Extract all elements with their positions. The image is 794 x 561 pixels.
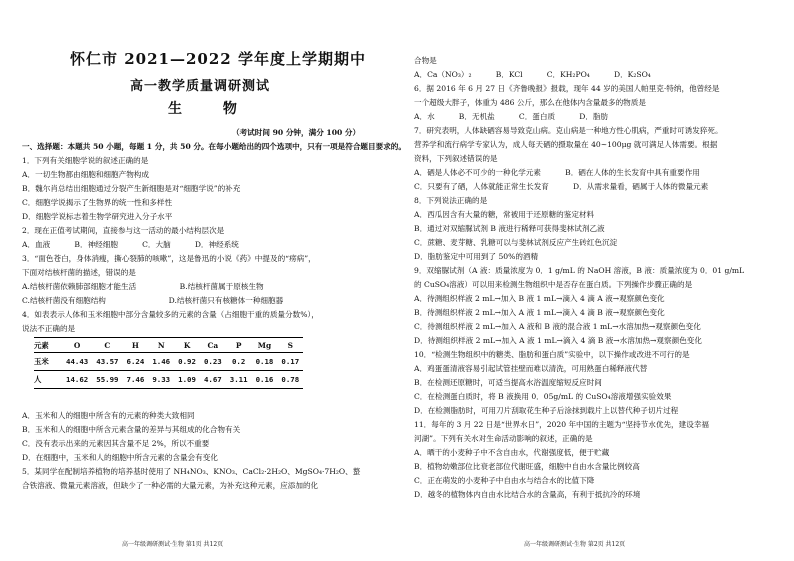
question-line: 河湖”。下列有关水对生命活动影响的叙述，正确的是	[414, 434, 593, 443]
table-cell: 0.23	[200, 353, 226, 371]
table-row	[34, 353, 303, 371]
table-cell: 44.43	[62, 353, 92, 371]
question-line: A．水 B．无机盐 C．蛋白质 D．脂肪	[414, 112, 609, 121]
table-cell: 1.46	[148, 353, 174, 371]
question-line: 合物是	[414, 56, 437, 65]
table-header-cell: C	[92, 338, 122, 353]
question-line: 11．每年的 3 月 22 日是“世界水日”，2020 年中国的主题为“坚持节水优先，建设幸福	[414, 420, 710, 429]
left-page	[22, 0, 406, 561]
table-header-cell: O	[62, 338, 92, 353]
question-line: C．只要有了硒，人体就能正常生长发育 D．从需求量看，硒属于人体的微量元素	[414, 182, 709, 191]
question-line: 营养学和流行病学专家认为，成人每天硒的摄取量在 40~100μg 就可满足人体需要。根据	[414, 140, 718, 149]
table-cell: 9.33	[152, 375, 171, 384]
table-header-label: 元素	[34, 338, 62, 353]
question-line: C．在检测蛋白质时，将 B 液换用 0．05g/mL 的 CuSO₄溶液增强实验效果	[414, 392, 672, 401]
question-line: 1．下列有关细胞学说的叙述正确的是	[22, 156, 149, 165]
question-line: B．玉米和人的细胞中所含元素含量的差异与其组成的化合物有关	[22, 425, 241, 434]
question-line: A．待测组织样液 2 mL→加入 B 液 1 mL→滴入 4 滴 A 液→观察颜色变化	[414, 294, 665, 303]
table-header-cell: Ca	[200, 338, 226, 353]
question-line: 6．据 2016 年 6 月 27 日《齐鲁晚报》报载，现年 44 岁的美国人帕里克·特纳，他曾经是	[414, 84, 720, 93]
page-footer-right: 高一年级调研测试·生物 第2页 共12页	[524, 541, 626, 548]
question-line: 3．“面色苍白，身体消瘦，撕心裂肺的咳嗽”，这是鲁迅的小说《药》中提及的“痨病”，	[22, 254, 316, 263]
table-cell: 1.09	[178, 375, 196, 384]
table-header-cell: Mg	[252, 338, 278, 353]
question-line: C.结核杆菌没有细胞结构 D.结核杆菌只有核糖体一种细胞器	[22, 296, 284, 305]
element-content-table	[34, 337, 303, 389]
table-cell: 0.18	[252, 353, 278, 371]
table-cell: 7.46	[126, 375, 145, 384]
row-label: 玉米	[34, 353, 62, 371]
question-line: A．西瓜因含有大量的糖，常被用于还原糖的鉴定材料	[414, 210, 595, 219]
question-line: 说法不正确的是	[22, 324, 76, 333]
table-cell: 0.78	[281, 375, 300, 384]
table-cell: 0.92	[174, 353, 200, 371]
question-line: B．通过对双缩脲试剂 B 液进行稀释可获得斐林试剂乙液	[414, 224, 605, 233]
right-page	[414, 0, 784, 561]
table-cell: 0.2	[226, 353, 252, 371]
question-line: 8．下列说法正确的是	[414, 196, 488, 205]
question-line: A．玉米和人的细胞中所含有的元素的种类大致相同	[22, 411, 195, 420]
question-line: C．正在萌发的小麦种子中自由水与结合水的比值下降	[414, 476, 595, 485]
exam-subtitle: 高一教学质量调研测试	[130, 79, 271, 94]
table-header-cell: S	[277, 338, 303, 353]
question-line: C．细胞学说揭示了生物界的统一性和多样性	[22, 198, 173, 207]
question-line: D．在细胞中，玉米和人的细胞中所含元素的含量会有变化	[22, 453, 218, 462]
question-line: 5．某同学在配制培养植物的培养基时使用了 NH₄NO₃、KNO₃、CaCl₂·2H₂O、MgSO₄·7H₂O、螯	[22, 467, 361, 476]
question-line: B．在检测还原糖时，可适当提高水浴温度缩短反应时间	[414, 378, 602, 387]
subject-title: 生 物	[168, 101, 255, 117]
question-line: A．血液 B．神经细胞 C．大脑 D．神经系统	[22, 240, 239, 249]
question-line: 合铁溶液、微量元素溶液，但缺少了一种必需的大量元素，为补充这种元素，应添加的化	[22, 481, 319, 490]
question-line: D．越冬的植物体内自由水比结合水的含量高，有利于抵抗冷的环境	[414, 490, 641, 499]
question-line: 10．“检测生物组织中的糖类、脂肪和蛋白质”实验中，以下操作或改进不可行的是	[414, 350, 690, 359]
table-header-cell: K	[174, 338, 200, 353]
question-line: A．一切生物都由细胞和细胞产物构成	[22, 170, 149, 179]
exam-title: 怀仁市 2021—2022 学年度上学期期中	[70, 50, 366, 68]
question-line: D．脂肪鉴定中可用到了 50%的酒精	[414, 252, 539, 261]
question-line: B．魏尔肖总结出细胞通过分裂产生新细胞是对“细胞学说”的补充	[22, 184, 241, 193]
row-label: 人	[34, 375, 42, 384]
question-line: C．蔗糖、麦芽糖、乳糖可以与斐林试剂反应产生砖红色沉淀	[414, 238, 618, 247]
question-line: 一个超级大胖子，体重为 486 公斤，那么在他体内含量最多的物质是	[414, 98, 646, 107]
question-line: B．植物幼嫩部位比衰老部位代谢旺盛，细胞中自由水含量比例较高	[414, 462, 640, 471]
table-header-cell: P	[226, 338, 252, 353]
table-cell: 55.99	[96, 375, 119, 384]
question-line: C．没有表示出来的元素因其含量不足 2%，所以不重要	[22, 439, 210, 448]
question-line: D．待测组织样液 2 mL→加入 A 液 1 mL→滴入 4 滴 B 液→水溶加热→观察颜色变化	[414, 336, 702, 345]
question-line: 2．现在正值考试期间，直接参与这一活动的最小结构层次是	[22, 226, 225, 235]
table-header-cell: H	[123, 338, 149, 353]
question-line: 9．双缩脲试剂（A 液：质量浓度为 0．1 g/mL 的 NaOH 溶液，B 液：质量浓度为 0．01 g/mL	[414, 266, 745, 275]
table-cell: 4.67	[203, 375, 222, 384]
section-heading: 一、选择题：本题共 50 小题，每题 1 分，共 50 分。在每小题给出的四个选项中，只有一项是符合题目要求的。	[22, 142, 406, 151]
page-footer-left: 高一年级调研测试·生物 第1页 共12页	[122, 541, 224, 548]
question-line: 资料，下列叙述错误的是	[414, 154, 498, 163]
question-line: A．晒干的小麦种子中不含自由水，代谢强度低，便于贮藏	[414, 448, 610, 457]
question-line: D．细胞学说标志着生物学研究进入分子水平	[22, 212, 173, 221]
table-header-row	[34, 338, 303, 353]
exam-info: （考试时间 90 分钟，满分 100 分）	[232, 128, 361, 137]
table-cell: 0.17	[277, 353, 303, 371]
question-line: 4．如表表示人体和玉米细胞中部分含量较多的元素的含量（占细胞干重的质量分数%），	[22, 310, 319, 319]
question-line: 下面对结核杆菌的描述，错误的是	[22, 268, 136, 277]
table-cell: 0.16	[255, 375, 274, 384]
table-cell: 3.11	[229, 375, 248, 384]
table-cell: 14.62	[66, 375, 89, 384]
question-line: A．鸡蛋蛋清液容易引起试管挂壁而难以清洗，可用熟蛋白稀释液代替	[414, 364, 648, 373]
table-row	[34, 371, 303, 389]
table-header-cell: N	[148, 338, 174, 353]
question-line: A．Ca（NO₃）₂ B．KCl C．KH₂PO₄ D．K₂SO₄	[414, 70, 651, 79]
question-line: D．在检测脂肪时，可用刀片刮取花生种子后涂抹到载片上以替代种子切片过程	[414, 406, 679, 415]
table-cell: 43.57	[92, 353, 122, 371]
question-line: A.结核杆菌依赖肺部细胞才能生活 B.结核杆菌属于原核生物	[22, 282, 264, 291]
question-line: B．待测组织样液 2 mL→加入 A 液 1 mL→滴入 4 滴 B 液→观察颜色变化	[414, 308, 665, 317]
question-line: 的 CuSO₄溶液）可以用来检测生物组织中是否存在蛋白质。下列操作步骤正确的是	[414, 280, 693, 289]
question-line: C．待测组织样液 2 mL→加入 A 液和 B 液的混合液 1 mL→水溶加热→观察颜色变化	[414, 322, 701, 331]
table-cell: 6.24	[123, 353, 149, 371]
question-line: 7．研究表明，人体缺硒容易导致克山病。克山病是一种地方性心肌病，严重时可诱发猝死。	[414, 126, 723, 135]
question-line: A．硒是人体必不可少的一种化学元素 B．硒在人体的生长发育中具有重要作用	[414, 168, 700, 177]
